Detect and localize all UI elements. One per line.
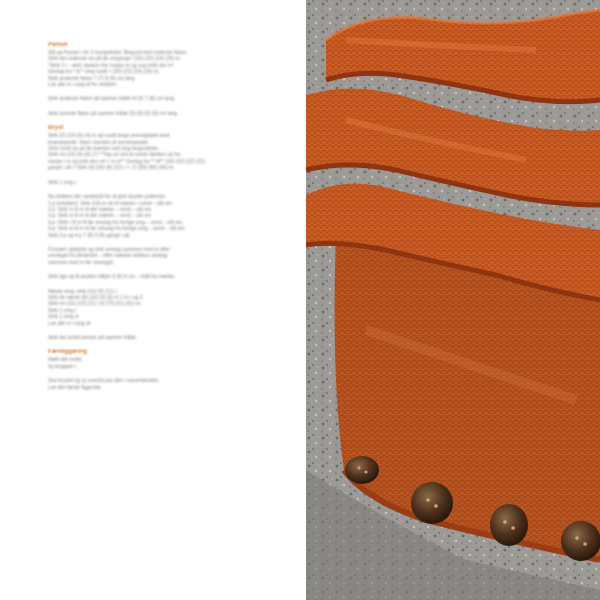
section-panser xyxy=(48,42,288,117)
section-heading: Færdiggøring xyxy=(48,349,87,356)
paragraph: Strik det andet panser på samme måde. xyxy=(48,335,137,341)
pattern-instructions xyxy=(48,42,288,399)
paragraph: Strik (5) (10) (6) (4) m op rundt langs øverstpladet med knæstepinde. Start i bunden af venstrepladet. Strik rundt op ad de mærker ved omg begyndelse. Strik ret (10) (9) (8) (7) **Tag ud ved at samle tænken op fra maske i ry og strik den ret = m to** Gentag fra ** til** (24) (22) (22) (22) gange i alt = Strik (4) (20) (8) (22) r = 71 (83) (95) (95) m. xyxy=(48,133,205,172)
paragraph: Strik anderste flatve på samme måde til (3) 7 (8) cm lang. xyxy=(48,96,176,103)
paragraph: Næste omg: strik (10) (9) (11) r. Strik de næste (8) (10) (9) (6) m 1 m r og 2 Strik ret (10) (10) (11) r til (70) (61) (61) m. Strik 1 omg r. Strik 1 omg vr. Luk alle m i rang af. xyxy=(48,288,143,327)
section-heading: Bryst xyxy=(48,125,64,132)
section-bryst xyxy=(48,125,288,341)
button-4-icon xyxy=(561,521,600,561)
knitwear-photo xyxy=(306,0,600,600)
button-3-icon xyxy=(490,504,528,546)
knitwear-illustration xyxy=(306,0,600,600)
paragraph: Nu strikkes der vandetråt for at give bryster polterner: 1.p (retsiden): Strik (19) m ret til mærke: i vend – slå om. 2.p: Strik m til m til det mærke – vend – slå om. 3.p: Strik m til m til det mærke – vend – slå om. 4.p: Strik r til m til før omslag fra forrige omg – vend – slå om. 5.p: Strik m til m til før omslag fra forrige omg – vend – slå om. Strik 3 p og 4 p 7 (8) 9 (9) gange i alt. xyxy=(48,194,186,239)
paragraph: Fortsæt i glatstrik og strik omslag sammen med m efter omslaget fra tilmærket – efter mærket strikkes omslag sammen med m før omslaget. xyxy=(48,246,170,266)
section-faerdiggoring xyxy=(48,349,288,391)
paragraph: Slut brystet og sy ovenfra per den i narremønstret. Luk den første figgende. xyxy=(48,378,160,391)
paragraph: Hæft alle ender. Sy knapper i. xyxy=(48,357,84,370)
paragraph: Strik øverste flatve på samme måde (5) (6) (5) (6) cm lang. xyxy=(48,110,179,117)
section-heading: Panser xyxy=(48,42,69,48)
paragraph: Slå op Panser i de 3 mongokstier. Begynd med vederste flatve. Strik den inderste vis på de omgange i (20) (22) (24) (26) m. *Strik 2 r - slet1 dankvo the maske to ug sug srt(t) der m*. Gentag fra * til * omg rundt = (20) (22) (24) (26) m. Strik anderste flatve 7 (7) 8 (9) cm lang. Luk alle m i rang af fre strikken. xyxy=(48,50,188,89)
paragraph: Strik lige op til ønsket mål(er 5 (6) 6 cm – målt fra mærke. xyxy=(48,274,176,281)
button-2-icon xyxy=(411,482,453,524)
paragraph: Strik 1 omg r. xyxy=(48,179,78,186)
button-1-icon xyxy=(345,456,379,484)
